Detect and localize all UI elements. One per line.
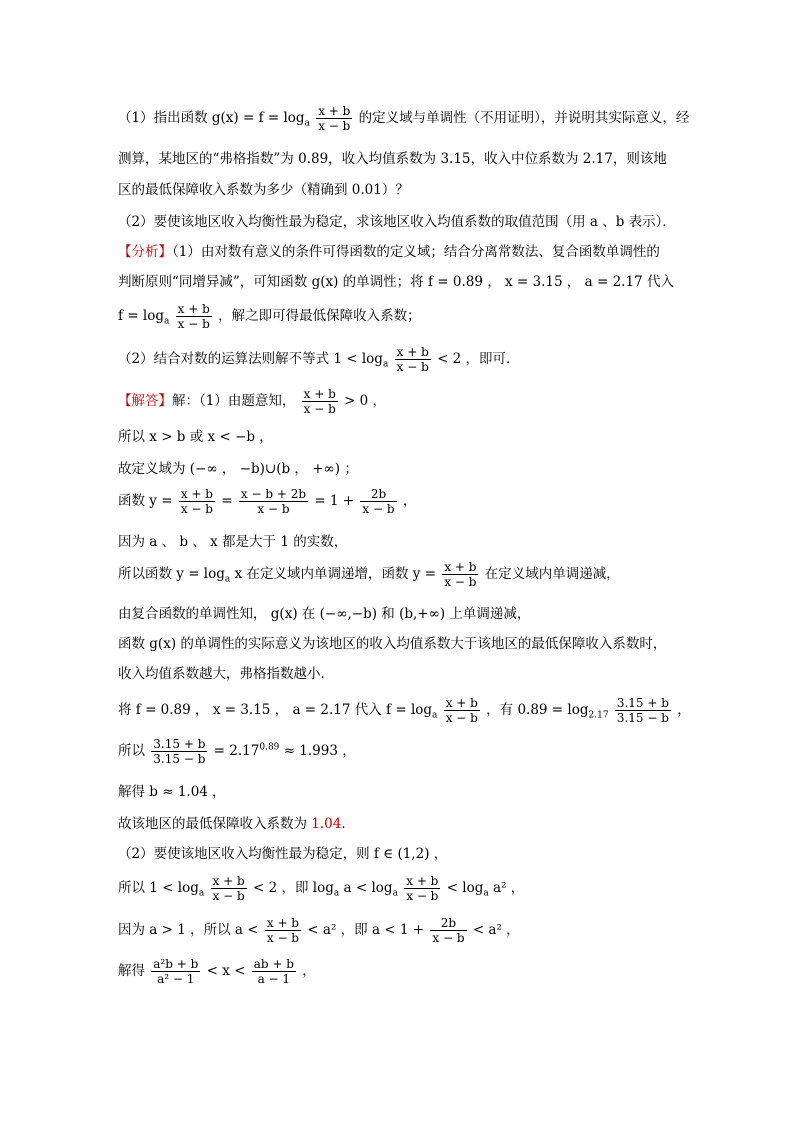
text: 函数 y = bbox=[118, 493, 173, 509]
numerator: x + b bbox=[444, 560, 477, 574]
text: 所以 bbox=[118, 743, 145, 759]
log-base: a bbox=[392, 888, 398, 899]
solution-line-13 bbox=[118, 812, 723, 832]
solution-line-15 bbox=[118, 874, 723, 903]
log-base: a bbox=[304, 118, 310, 129]
fraction bbox=[430, 916, 466, 945]
analysis-line-2 bbox=[118, 270, 723, 290]
text: < a² ，即 a < 1 + bbox=[307, 922, 425, 938]
solution-line-4: 函数 y = $\frac{x + b}{x - b}$ = $\frac{x - b + 2b}{x - b}$ = 1 + $\frac{2b}{x - b}$ ， bbox=[118, 487, 417, 516]
fraction bbox=[151, 737, 207, 766]
solution-line-9 bbox=[118, 662, 723, 682]
text: < x < bbox=[206, 963, 246, 979]
solution-line-5 bbox=[118, 530, 723, 550]
fraction bbox=[404, 874, 440, 903]
exponent: 0.89 bbox=[259, 742, 280, 753]
fraction bbox=[265, 916, 301, 945]
numerator: x + b bbox=[177, 302, 210, 316]
solution-line-16 bbox=[118, 916, 723, 945]
log-base: 2.17 bbox=[588, 710, 609, 721]
text: （1）由对数有意义的条件可得函数的定义域；结合分离常数法、复合函数单调性的 bbox=[172, 244, 660, 260]
text: ≈ 1.993 ， bbox=[283, 743, 356, 759]
text: （2）结合对数的运算法则解不等式 1 < log bbox=[118, 351, 383, 367]
question-line-3 bbox=[118, 178, 723, 198]
analysis-line-4 bbox=[118, 345, 723, 374]
text: 区的最低保障收入系数为多少（精确到 0.01）？ bbox=[118, 182, 409, 198]
numerator: x + b bbox=[180, 487, 213, 501]
solution-line-17 bbox=[118, 957, 723, 986]
text: = 1 + bbox=[314, 493, 355, 509]
text: ， bbox=[677, 702, 691, 718]
denominator: x − b bbox=[445, 711, 478, 725]
text: < 2 ，即可． bbox=[437, 351, 520, 367]
solution-tag: 【解答】 bbox=[118, 393, 172, 409]
text: ，解之即可得最低保障收入系数； bbox=[218, 308, 421, 324]
numerator: x + b bbox=[303, 387, 336, 401]
denominator: x − b bbox=[406, 889, 439, 903]
denominator: a² − 1 bbox=[157, 972, 195, 986]
numerator: 3.15 + b bbox=[153, 737, 206, 751]
text: = 2.17 bbox=[213, 743, 260, 759]
log-base: a bbox=[333, 888, 340, 899]
text: 收入均值系数越大，弗格指数越小． bbox=[118, 666, 334, 682]
denominator: 3.15 − b bbox=[153, 752, 206, 766]
text: ，有 0.89 = log bbox=[486, 702, 589, 718]
text: 故该地区的最低保障收入系数为 bbox=[118, 816, 312, 832]
solution-line-7 bbox=[118, 602, 723, 622]
text: 解得 b ≈ 1.04 ， bbox=[118, 784, 226, 800]
question-line-4 bbox=[118, 210, 723, 230]
fraction bbox=[252, 957, 296, 986]
denominator: x − b bbox=[318, 119, 351, 133]
fraction bbox=[302, 387, 338, 416]
solution-line-12 bbox=[118, 780, 723, 800]
fraction bbox=[615, 696, 671, 725]
denominator: x − b bbox=[396, 360, 429, 374]
log-base: a bbox=[224, 574, 231, 585]
fraction bbox=[316, 104, 352, 133]
numerator: x + b bbox=[445, 696, 478, 710]
fraction bbox=[176, 302, 212, 331]
fraction bbox=[395, 345, 431, 374]
solution-line-8 bbox=[118, 632, 723, 652]
text: a² ， bbox=[493, 880, 525, 896]
solution-line-2 bbox=[118, 425, 723, 445]
solution-line-1 bbox=[118, 387, 723, 416]
fraction bbox=[211, 874, 247, 903]
numerator: ab + b bbox=[253, 957, 294, 971]
solution-line-6 bbox=[118, 560, 723, 589]
solution-line-3 bbox=[118, 457, 723, 477]
text: 因为 a 、 b 、 x 都是大于 1 的实数， bbox=[118, 534, 348, 550]
text: 所以 1 < log bbox=[118, 880, 199, 896]
analysis-tag: 【分析】 bbox=[118, 244, 172, 260]
text: ， bbox=[402, 493, 417, 509]
numerator: 2b bbox=[360, 487, 396, 502]
denominator: x − b bbox=[266, 931, 299, 945]
text: 解：（1）由题意知， bbox=[172, 393, 296, 409]
numerator: x + b bbox=[212, 874, 245, 888]
solution-line-14 bbox=[118, 842, 723, 862]
text: 解得 bbox=[118, 963, 145, 979]
text: 的定义域与单调性（不用证明），并说明其实际意义，经 bbox=[358, 110, 690, 126]
text: 因为 a > 1 ，所以 a < bbox=[118, 922, 259, 938]
solution-line-11 bbox=[118, 737, 723, 766]
text: 由复合函数的单调性知， g(x) 在 (−∞,−b) 和 (b,+∞) 上单调递减， bbox=[118, 606, 531, 622]
analysis-line-3 bbox=[118, 302, 723, 331]
denominator: x − b bbox=[444, 575, 477, 589]
fraction bbox=[360, 487, 396, 516]
denominator: x − b bbox=[303, 402, 336, 416]
text: 测算，某地区的“弗格指数”为 0.89，收入均值系数为 3.15，收入中位系数为 2.17，则该地 bbox=[118, 151, 667, 167]
fraction bbox=[444, 696, 480, 725]
text: 所以 x > b 或 x < −b ， bbox=[118, 429, 273, 445]
text: ． bbox=[341, 816, 355, 832]
text: a < log bbox=[343, 880, 393, 896]
log-base: a bbox=[432, 710, 438, 721]
numerator: 2b bbox=[430, 916, 466, 931]
text: 将 f = 0.89 ， x = 3.15 ， a = 2.17 代入 f = log bbox=[118, 702, 433, 718]
numerator: a²b + b bbox=[153, 957, 199, 971]
fraction bbox=[179, 487, 215, 516]
text: 在定义域内单调递减， bbox=[484, 566, 620, 582]
numerator: x − b + 2b bbox=[240, 487, 307, 501]
text: < a² ， bbox=[472, 922, 520, 938]
text: < log bbox=[446, 880, 484, 896]
text: 故定义域为 (−∞ ， −b)∪(b ， +∞) ； bbox=[118, 461, 358, 477]
denominator: x − b bbox=[212, 889, 245, 903]
text: < 2 ，即 log bbox=[252, 880, 334, 896]
denominator: x − b bbox=[432, 931, 465, 945]
question-line-2 bbox=[118, 147, 723, 167]
text: x 在定义域内单调递增，函数 y = bbox=[234, 566, 437, 582]
numerator: x + b bbox=[266, 916, 299, 930]
text: > 0 ， bbox=[344, 393, 387, 409]
solution-line-10 bbox=[118, 696, 723, 725]
text: 判断原则“同增异减”，可知函数 g(x) 的单调性；将 f = 0.89 ， x = 3.15 ， a = 2.17 代入 bbox=[118, 274, 674, 290]
numerator: 3.15 + b bbox=[616, 696, 669, 710]
denominator: x − b bbox=[257, 502, 290, 516]
question-line-1 bbox=[118, 104, 723, 133]
text: f = log bbox=[118, 308, 164, 324]
analysis-line-1 bbox=[118, 240, 723, 260]
numerator: x + b bbox=[318, 104, 351, 118]
denominator: 3.15 − b bbox=[616, 711, 669, 725]
text: （2）要使该地区收入均衡性最为稳定，则 f ∈ (1,2) ， bbox=[118, 846, 448, 862]
log-base: a bbox=[163, 316, 170, 327]
numerator: x + b bbox=[396, 345, 429, 359]
numerator: x + b bbox=[406, 874, 439, 888]
text: （1）指出函数 g(x) = f = log bbox=[118, 110, 305, 126]
text: 函数 g(x) 的单调性的实际意义为该地区的收入均值系数大于该地区的最低保障收入系数时， bbox=[118, 636, 667, 652]
answer-value: 1.04 bbox=[311, 816, 342, 832]
log-base: a bbox=[198, 888, 205, 899]
log-base: a bbox=[382, 359, 389, 370]
denominator: x − b bbox=[362, 502, 395, 516]
denominator: x − b bbox=[180, 502, 213, 516]
denominator: x − b bbox=[177, 317, 210, 331]
fraction bbox=[239, 487, 308, 516]
text: （2）要使该地区收入均衡性最为稳定，求该地区收入均值系数的取值范围（用 a 、b 表示）． bbox=[118, 214, 676, 230]
text: 所以函数 y = log bbox=[118, 566, 225, 582]
log-base: a bbox=[483, 888, 489, 899]
fraction bbox=[442, 560, 478, 589]
denominator: a − 1 bbox=[257, 972, 291, 986]
fraction bbox=[151, 957, 200, 986]
text: ， bbox=[302, 963, 316, 979]
